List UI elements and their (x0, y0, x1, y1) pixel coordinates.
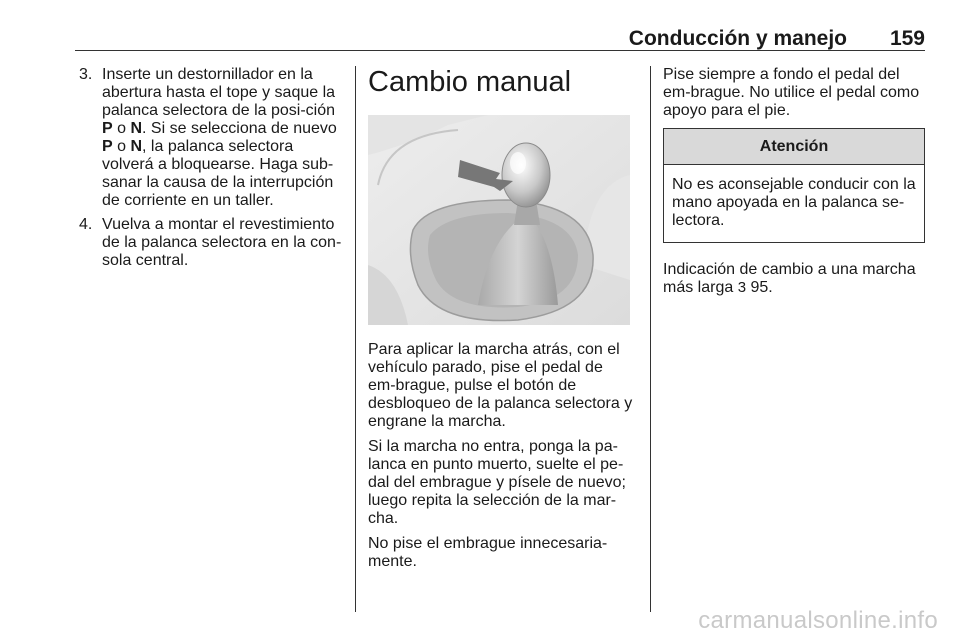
column-divider (355, 66, 356, 612)
position-p: P (102, 120, 113, 137)
xref-text: Indicación de cambio a una marcha más larga (663, 261, 916, 296)
step-item (79, 66, 347, 210)
notice-heading: Atención (664, 129, 924, 165)
step-number: 3. (79, 66, 93, 83)
step-text: Vuelva a montar el revestimiento de la palanca selectora en la con-sola central. (102, 216, 342, 269)
xref-page: 95. (746, 279, 773, 296)
notice-body: No es aconsejable conducir con la mano apoyada en la palanca se-lectora. (672, 176, 916, 229)
paragraph: Para aplicar la marcha atrás, con el vehículo parado, pise el pedal de em-brague, pulse el botón de desbloqueo de la palanca selectora y engrane la marcha. (368, 341, 633, 430)
step-item (79, 216, 347, 270)
step-text-part: . Si se selecciona de nuevo (142, 120, 337, 137)
paragraph: Si la marcha no entra, ponga la pa-lanca en punto muerto, suelte el pe-dal del embrague y písele de nuevo; luego repita la selección de la mar-cha. (368, 438, 626, 527)
cross-reference (663, 261, 925, 297)
step-text-part: o (112, 138, 131, 155)
gear-shift-knob-illustration (368, 115, 630, 325)
step-text-part: , la palanca selectora volverá a bloquearse. Haga sub-sanar la causa de la interrupción de corriente en un taller. (102, 138, 334, 209)
page-reference-icon: 3 (737, 279, 747, 296)
step-list (79, 66, 347, 270)
step-text-part: Inserte un destornillador en la abertura hasta el tope y saque la palanca selectora de la posi-ción (102, 66, 336, 119)
header-title: Conducción y manejo (628, 27, 847, 50)
column-divider (650, 66, 651, 612)
step-number: 4. (79, 216, 93, 233)
paragraph: Pise siempre a fondo el pedal del em-brague. No utilice el pedal como apoyo para el pie. (663, 66, 920, 119)
step-text-part: o (112, 120, 131, 137)
column-middle (368, 66, 633, 578)
notice-box (663, 128, 925, 243)
watermark: carmanualsonline.info (698, 607, 938, 634)
page-number: 159 (889, 27, 925, 50)
position-n: N (130, 138, 143, 155)
paragraph: No pise el embrague innecesaria-mente. (368, 535, 608, 570)
position-n: N (130, 120, 143, 137)
position-p: P (102, 138, 113, 155)
page-header (75, 24, 925, 51)
column-left (79, 66, 347, 276)
section-title: Cambio manual (368, 66, 572, 98)
column-right (663, 66, 925, 304)
